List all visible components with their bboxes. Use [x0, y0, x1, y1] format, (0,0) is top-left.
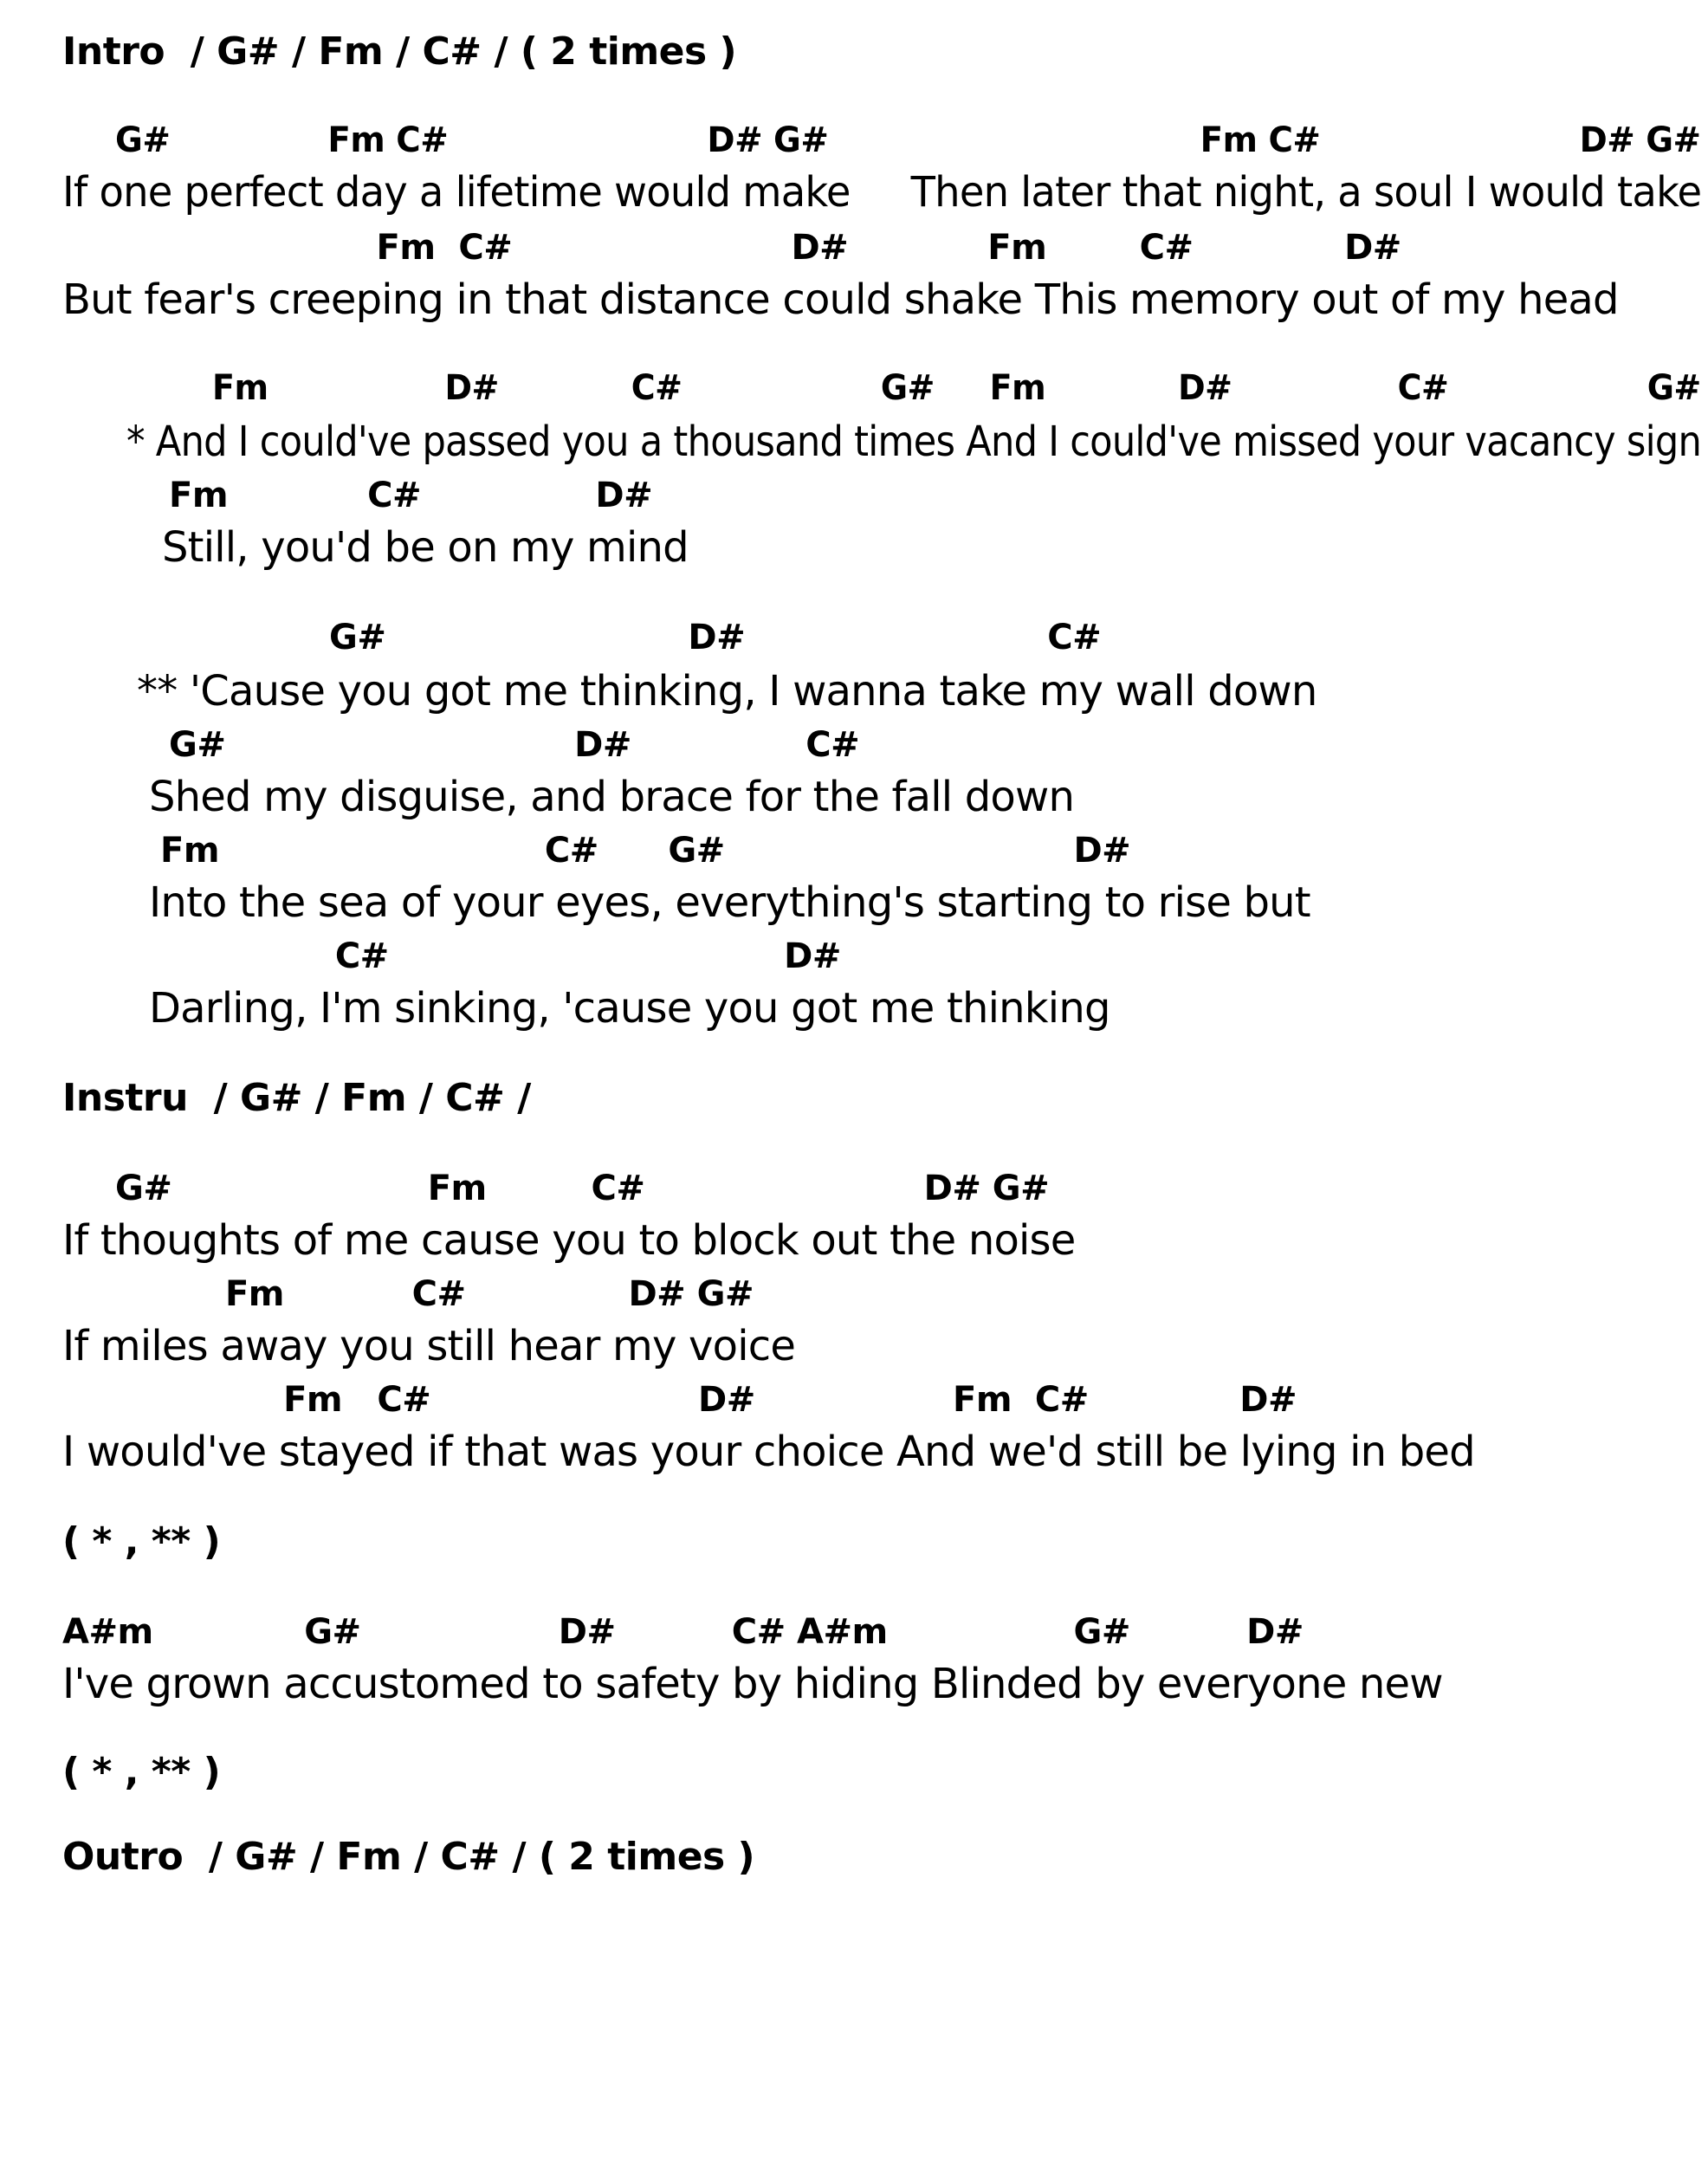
chord-line: G# Fm C# D# G#: [115, 1169, 1050, 1208]
repeat-marker: ( * , ** ): [62, 1519, 221, 1564]
chord-line: Fm C# D# Fm C# D#: [62, 228, 1401, 268]
chord-line: G# Fm C# D# G# Fm C# D# G#: [115, 120, 1701, 160]
lyric-line: Still, you'd be on my mind: [162, 523, 689, 572]
chord-line: Fm C# D# G#: [62, 1274, 754, 1314]
lyric-line: I've grown accustomed to safety by hiding Blinded by everyone new: [62, 1660, 1443, 1708]
lyric-line: ** 'Cause you got me thinking, I wanna take my wall down: [137, 667, 1317, 716]
lyric-line: * And I could've passed you a thousand times And I could've missed your vacancy sign: [126, 418, 1702, 466]
chord-line: Fm D# C# G# Fm D# C# G#: [212, 368, 1701, 408]
chord-line: A#m G# D# C# A#m G# D#: [62, 1612, 1304, 1652]
instru-line: Instru / G# / Fm / C# /: [62, 1076, 531, 1120]
chord-line: C# D#: [149, 936, 841, 976]
lyric-line: If thoughts of me cause you to block out the noise: [62, 1216, 1076, 1265]
lyric-line: Darling, I'm sinking, 'cause you got me thinking: [149, 984, 1110, 1033]
lyric-line: Shed my disguise, and brace for the fall down: [149, 773, 1075, 821]
chord-line: G# D# C#: [329, 618, 1102, 657]
outro-line: Outro / G# / Fm / C# / ( 2 times ): [62, 1835, 755, 1879]
lyric-line: If miles away you still hear my voice: [62, 1322, 796, 1370]
chord-line: Fm C# D# Fm C# D#: [62, 1380, 1297, 1420]
intro-line: Intro / G# / Fm / C# / ( 2 times ): [62, 29, 737, 74]
repeat-marker: ( * , ** ): [62, 1750, 221, 1794]
lyric-line: I would've stayed if that was your choice And we'd still be lying in bed: [62, 1428, 1475, 1476]
lyric-line: If one perfect day a lifetime would make Then later that night, a soul I would take: [62, 168, 1702, 217]
chord-line: G# D# C#: [169, 725, 860, 765]
chord-line: Fm C# D#: [169, 476, 653, 515]
lyric-line: But fear's creeping in that distance could shake This memory out of my head: [62, 275, 1619, 324]
lyric-line: Into the sea of your eyes, everything's starting to rise but: [149, 878, 1310, 927]
chord-line: Fm C# G# D#: [160, 831, 1131, 871]
